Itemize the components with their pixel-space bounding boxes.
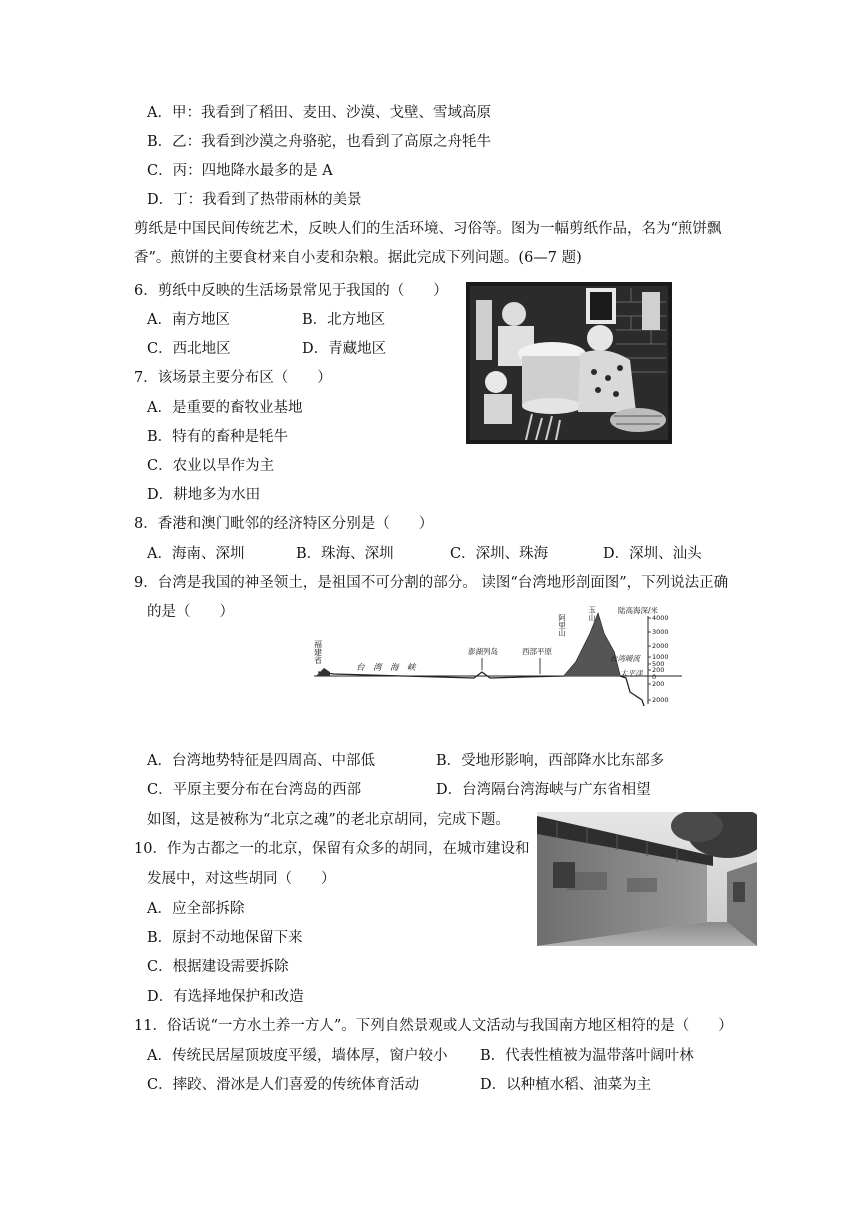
q7-option-a: A．是重要的畜牧业基地 <box>147 400 303 416</box>
q8-stem: 8．香港和澳门毗邻的经济特区分别是（ ） <box>134 516 434 532</box>
q10-option-d: D．有选择地保护和改造 <box>147 989 304 1005</box>
q5-option-d: D．丁：我看到了热带雨林的美景 <box>147 192 362 208</box>
q10-option-c: C．根据建设需要拆除 <box>147 959 289 975</box>
q10-stem-line1: 10．作为古都之一的北京，保留有众多的胡同，在城市建设和 <box>134 841 530 857</box>
tick-label: 500 <box>652 660 665 668</box>
label-yushan: 玉山 <box>587 606 597 621</box>
q11-stem: 11．俗话说“一方水土养一方人”。下列自然景观或人文活动与我国南方地区相符的是（ ） <box>134 1018 733 1034</box>
q9-option-d: D．台湾隔台湾海峡与广东省相望 <box>436 782 651 798</box>
label-current: 台湾暖流 <box>610 654 640 663</box>
q7-option-d: D．耕地多为水田 <box>147 487 261 503</box>
q11-option-d: D．以种植水稻、油菜为主 <box>480 1077 652 1093</box>
label-penghu: 澎湖列岛 <box>468 647 498 656</box>
tick-label: 0 <box>652 673 657 681</box>
q7-stem: 7．该场景主要分布区（ ） <box>134 370 332 386</box>
paper-cut-intro-line2: 香”。煎饼的主要食材来自小麦和杂粮。据此完成下列问题。(6—7 题) <box>134 250 582 266</box>
q8-option-b: B．珠海、深圳 <box>296 546 394 562</box>
q6-option-b: B．北方地区 <box>302 312 386 328</box>
q5-option-c: C．丙：四地降水最多的是 A <box>147 163 333 179</box>
label-west-plain: 西部平原 <box>522 647 552 656</box>
q6-option-d: D．青藏地区 <box>302 341 387 357</box>
tick-label: 200 <box>652 680 665 688</box>
label-fujian: 福建省 <box>314 640 323 664</box>
label-strait: 台 湾 海 峡 <box>356 663 416 673</box>
q6-option-a: A．南方地区 <box>147 312 230 328</box>
q11-option-a: A．传统民居屋顶坡度平缓，墙体厚，窗户较小 <box>147 1048 448 1064</box>
q10-option-a: A．应全部拆除 <box>147 901 245 917</box>
q10-option-b: B．原封不动地保留下来 <box>147 930 303 946</box>
hutong-photo <box>537 812 757 946</box>
q5-option-a: A．甲：我看到了稻田、麦田、沙漠、戈壁、雪域高原 <box>147 105 491 121</box>
q9-option-a: A．台湾地势特征是四周高、中部低 <box>147 753 375 769</box>
hutong-intro: 如图，这是被称为“北京之魂”的老北京胡同，完成下题。 <box>147 812 510 828</box>
tick-label: 2000 <box>652 696 669 704</box>
paper-cut-image <box>466 282 672 444</box>
paper-cut-intro-line1: 剪纸是中国民间传统艺术，反映人们的生活环境、习俗等。图为一幅剪纸作品，名为“煎饼飘 <box>134 221 722 237</box>
tick-label: 2000 <box>652 642 669 650</box>
q9-option-c: C．平原主要分布在台湾岛的西部 <box>147 782 362 798</box>
taiwan-terrain-profile <box>314 606 682 706</box>
q7-option-c: C．农业以旱作为主 <box>147 458 275 474</box>
label-alishan: 阿里山 <box>557 614 567 637</box>
label-pacific: 太平洋 <box>620 669 643 678</box>
q11-option-b: B．代表性植被为温带落叶阔叶林 <box>480 1048 694 1064</box>
q8-option-c: C．深圳、珠海 <box>450 546 549 562</box>
q9-option-b: B．受地形影响，西部降水比东部多 <box>436 753 665 769</box>
q9-stem-line2: 的是（ ） <box>147 604 234 620</box>
tick-label: 3000 <box>652 628 669 636</box>
q5-option-b: B．乙：我看到沙漠之舟骆驼，也看到了高原之舟牦牛 <box>147 134 492 150</box>
q7-option-b: B．特有的畜种是牦牛 <box>147 429 289 445</box>
q11-option-c: C．摔跤、滑冰是人们喜爱的传统体育活动 <box>147 1077 420 1093</box>
axis-title: 陆高海深/米 <box>618 606 659 615</box>
q9-stem-line1: 9．台湾是我国的神圣领土，是祖国不可分割的部分。 读图“台湾地形剖面图”，下列说法正确 <box>134 575 729 591</box>
q6-option-c: C．西北地区 <box>147 341 231 357</box>
tick-label: 4000 <box>652 614 669 622</box>
q8-option-d: D．深圳、汕头 <box>603 546 702 562</box>
tick-label: 200 <box>652 666 665 674</box>
q8-option-a: A．海南、深圳 <box>147 546 245 562</box>
tick-label: 1000 <box>652 653 669 661</box>
q6-stem: 6．剪纸中反映的生活场景常见于我国的（ ） <box>134 283 448 299</box>
q10-stem-line2: 发展中，对这些胡同（ ） <box>147 871 336 887</box>
